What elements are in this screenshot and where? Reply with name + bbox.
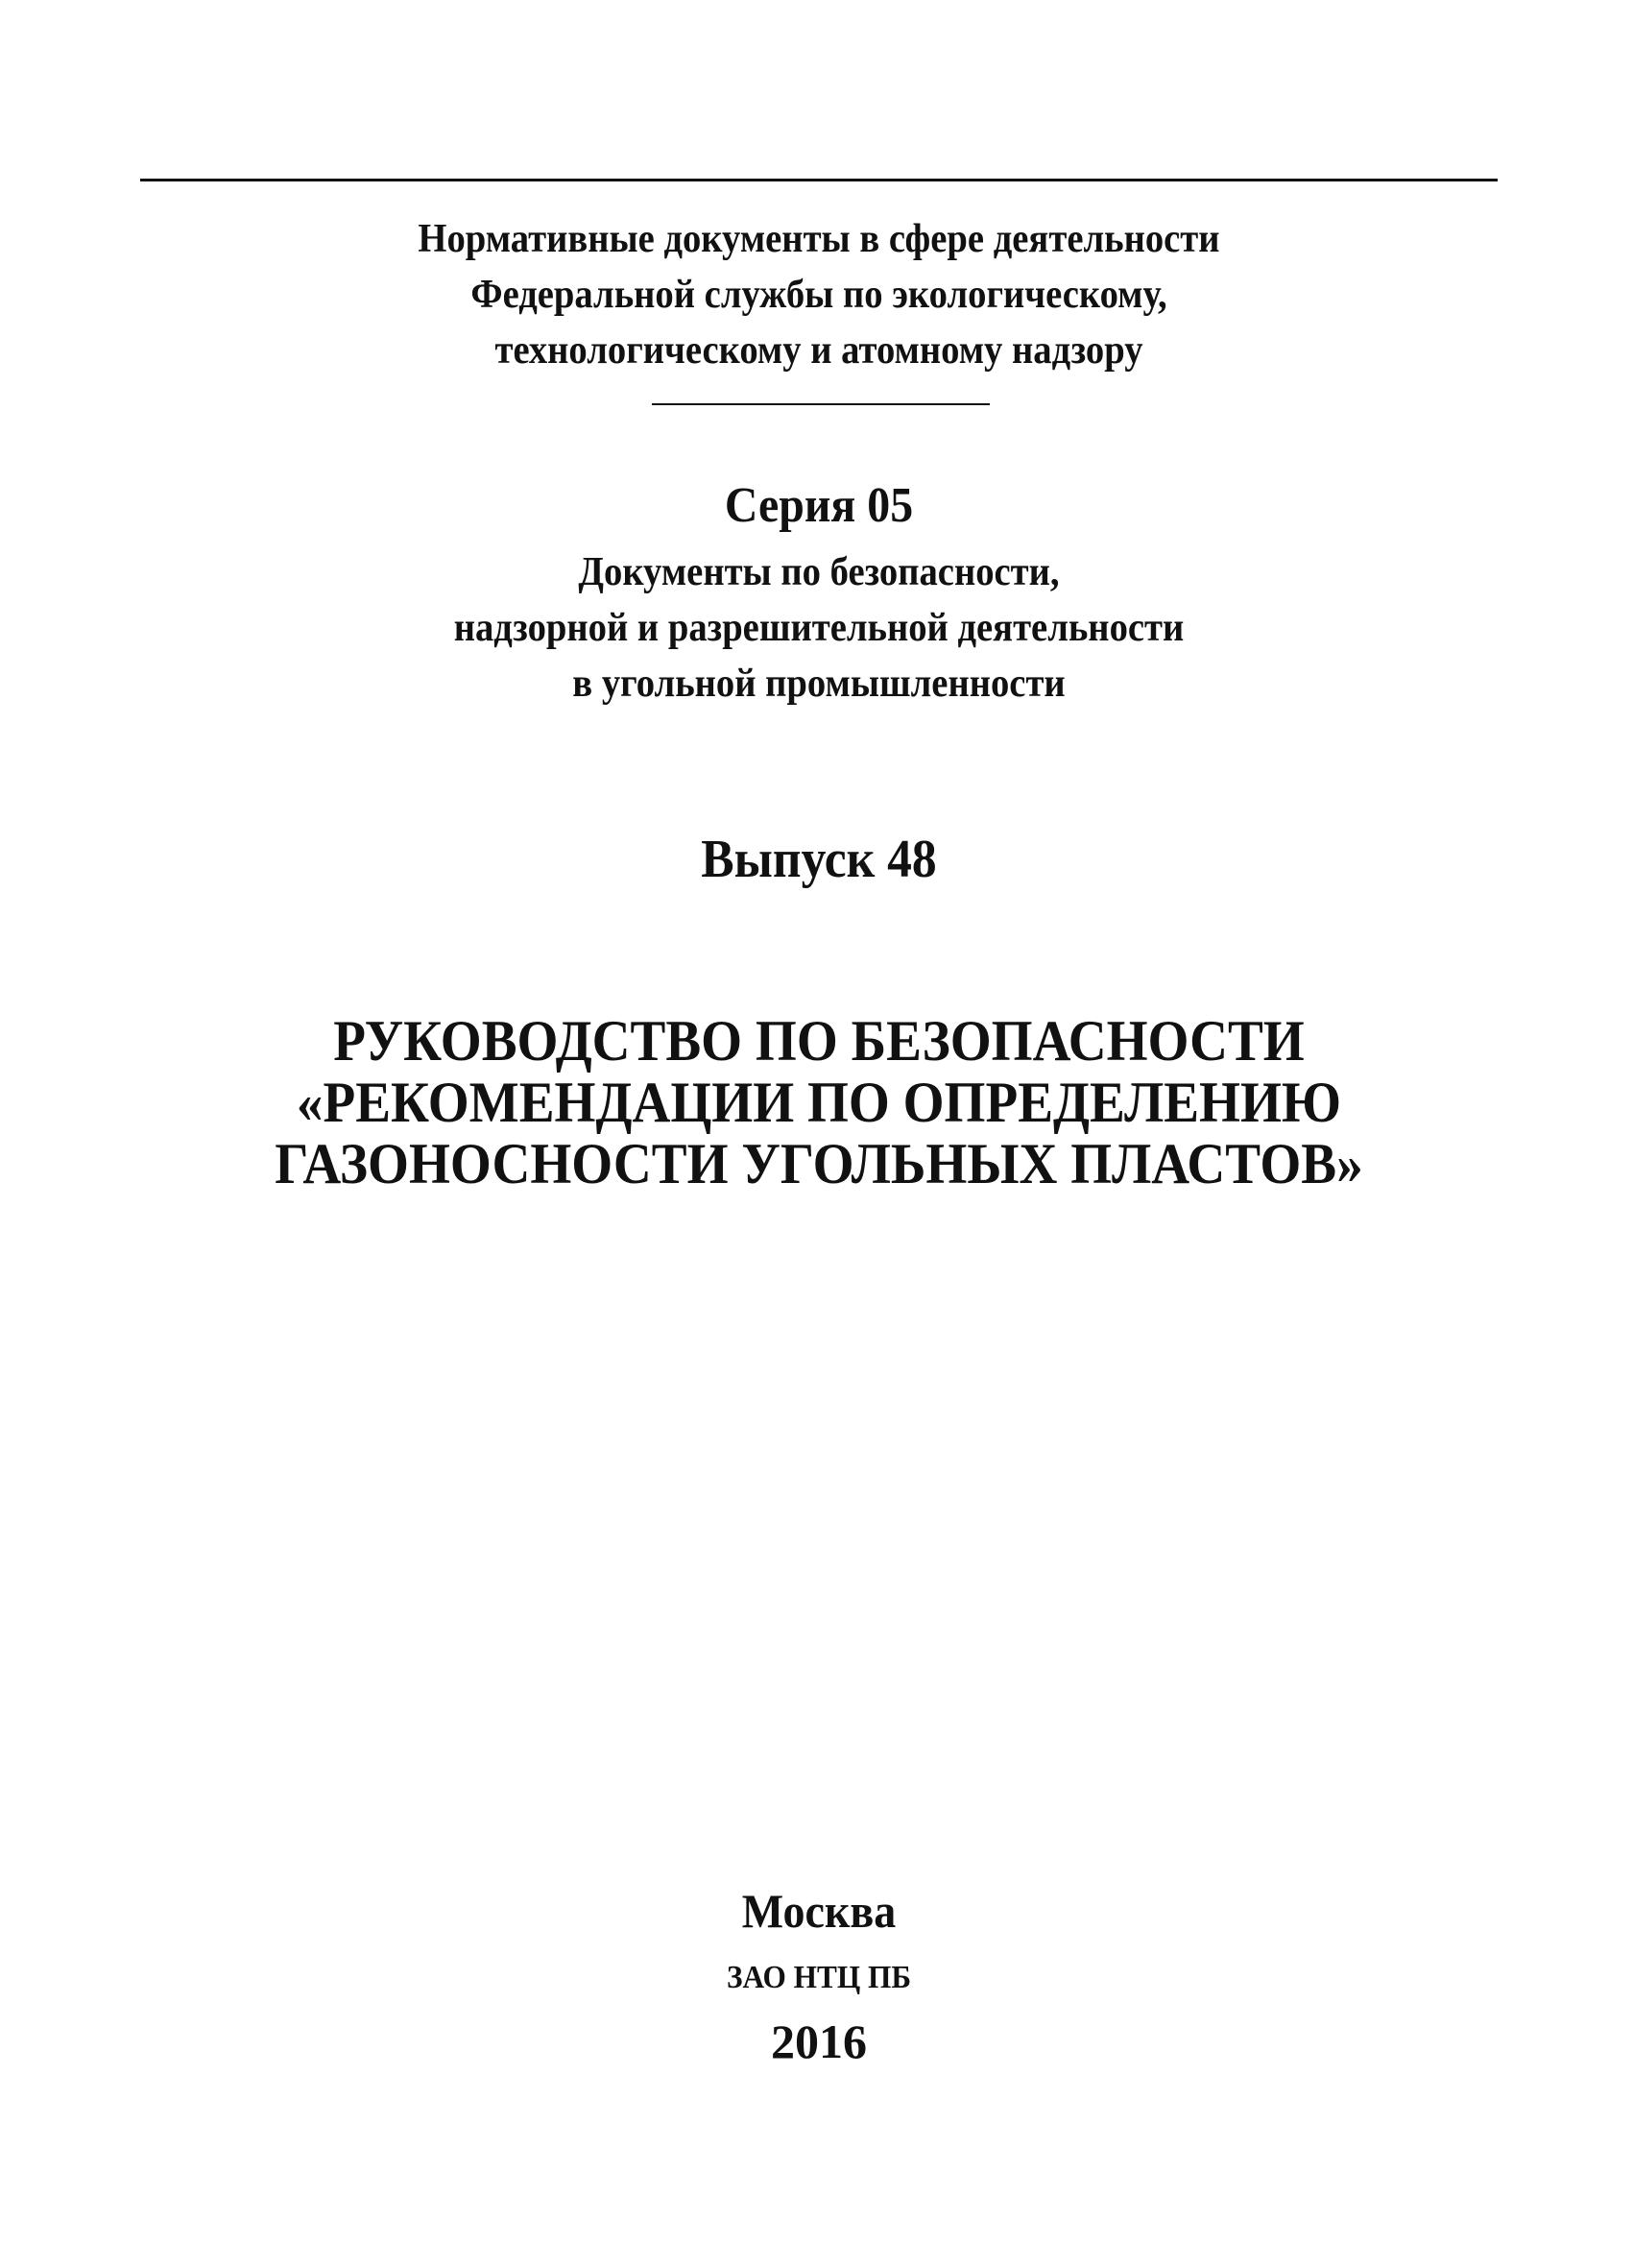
agency-header-line: Нормативные документы в сфере деятельности — [418, 217, 1220, 261]
document-title-line: «РЕКОМЕНДАЦИИ ПО ОПРЕДЕЛЕНИЮ — [296, 1071, 1342, 1134]
document-title-line: ГАЗОНОСНОСТИ УГОЛЬНЫХ ПЛАСТОВ» — [275, 1132, 1363, 1195]
series-description-line: Документы по безопасности, — [578, 550, 1060, 594]
agency-header-line: Федеральной службы по экологическому, — [470, 273, 1167, 317]
imprint-publisher: ЗАО НТЦ ПБ — [726, 1960, 912, 1995]
document-title-line: РУКОВОДСТВО ПО БЕЗОПАСНОСТИ — [333, 1009, 1305, 1073]
series-description-line: надзорной и разрешительной деятельности — [453, 606, 1185, 650]
agency-header — [195, 211, 1444, 378]
header-divider — [652, 403, 990, 405]
imprint-city: Москва — [741, 1884, 897, 1938]
series-title: Серия 05 — [724, 478, 914, 533]
top-divider — [140, 179, 1498, 181]
series-description-line: в угольной промышленности — [572, 662, 1066, 706]
issue-number: Выпуск 48 — [701, 830, 937, 889]
imprint-year: 2016 — [771, 2015, 867, 2068]
document-title — [195, 1010, 1444, 1194]
series-description — [195, 544, 1444, 712]
agency-header-line: технологическому и атомному надзору — [494, 328, 1143, 373]
